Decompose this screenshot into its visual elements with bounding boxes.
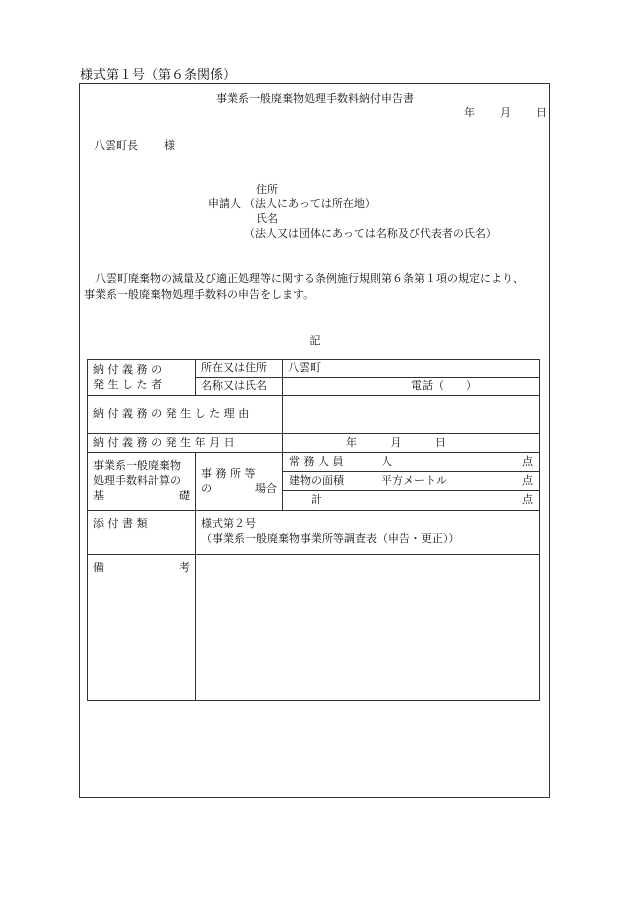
location-label: 所在又は住所	[196, 360, 283, 378]
total-label: 計	[311, 493, 322, 507]
form-title: 事業系一般廃棄物処理手数料納付申告書	[216, 92, 414, 105]
application-table	[87, 359, 540, 701]
staff-point: 点	[522, 454, 533, 468]
addressee-honorific: 様	[164, 139, 175, 152]
location-value[interactable]: 八雲町	[283, 360, 540, 378]
total-row[interactable]	[283, 491, 539, 510]
basis-breakdown	[283, 453, 540, 511]
form-number: 様式第１号（第６条関係）	[80, 68, 237, 83]
date-month-label: 月	[500, 106, 511, 119]
table-row	[88, 360, 540, 378]
date-occurrence-label: 納付義務の発生年月日	[88, 434, 283, 453]
office-label: 事務所等 の 場合	[196, 453, 283, 511]
date-year-label: 年	[464, 106, 475, 119]
table-row	[88, 434, 540, 453]
address-label: 住所	[256, 183, 278, 196]
area-point: 点	[522, 473, 533, 487]
reason-label: 納付義務の発生した理由	[88, 396, 283, 434]
date-day-label: 日	[536, 106, 547, 119]
reason-field[interactable]	[283, 396, 540, 434]
date-year: 年	[346, 435, 357, 449]
body-line-2: 事業系一般廃棄物処理手数料の申告をします。	[84, 288, 315, 301]
table-row	[88, 555, 540, 701]
basis-label: 事業系一般廃棄物 処理手数料計算の 基 礎	[88, 453, 196, 511]
attachments-label: 添付書類	[88, 511, 196, 555]
ki-note: 記	[309, 334, 321, 347]
attachments-value[interactable]: 様式第２号 （事業系一般廃棄物事業所等調査表（申告・更正））	[196, 511, 540, 555]
name-label: 氏名	[256, 212, 278, 225]
corp-address-note: （法人にあっては所在地）	[244, 197, 376, 210]
name-phone-field[interactable]	[283, 378, 540, 396]
table-row	[88, 511, 540, 555]
area-row[interactable]	[283, 472, 539, 491]
date-month: 月	[390, 435, 402, 449]
area-label: 建物の面積	[289, 473, 344, 487]
staff-unit: 人	[381, 454, 392, 468]
table-row	[88, 453, 540, 511]
remarks-label: 備 考	[88, 555, 196, 701]
applicant-label: 申請人	[208, 197, 241, 210]
name-field-label: 名称又は氏名	[196, 378, 283, 396]
total-point: 点	[522, 493, 533, 507]
body-line-1: 八雲町廃棄物の減量及び適正処理等に関する条例施行規則第６条第１項の規定により、	[95, 272, 524, 285]
staff-row[interactable]	[283, 453, 539, 472]
area-unit: 平方メートル	[381, 473, 447, 487]
date-day: 日	[435, 435, 446, 449]
corp-name-note: （法人又は団体にあっては名称及び代表者の氏名）	[244, 227, 497, 240]
phone-label: 電話（ ）	[411, 379, 477, 393]
staff-label: 常務人員	[289, 454, 348, 468]
remarks-field[interactable]	[196, 555, 540, 701]
addressee: 八雲町長	[94, 139, 138, 152]
table-row	[88, 396, 540, 434]
obligor-label: 納付義務の 発生した者	[88, 360, 196, 396]
date-occurrence-field[interactable]	[283, 434, 540, 453]
